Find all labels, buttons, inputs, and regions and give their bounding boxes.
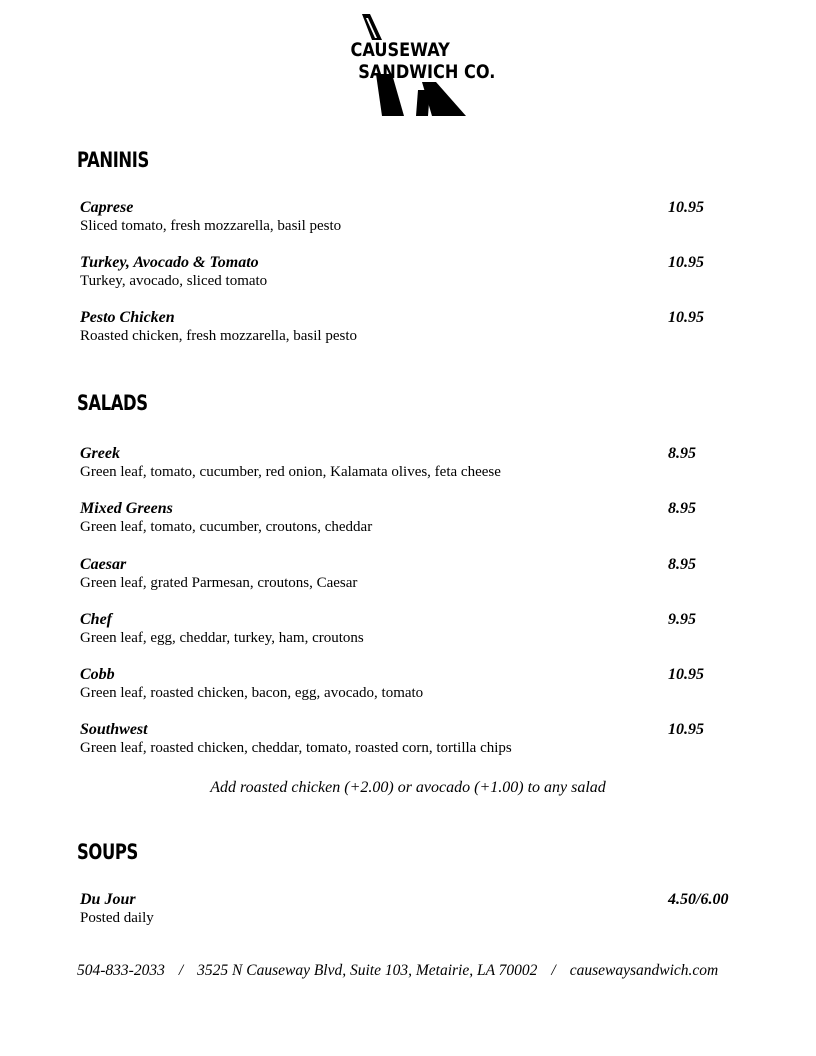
item-price: 8.95 <box>668 556 696 573</box>
item-description: Green leaf, roasted chicken, bacon, egg, avocado, tomato <box>80 685 424 701</box>
item-description: Green leaf, grated Parmesan, croutons, Caesar <box>80 575 358 591</box>
item-name: Du Jour <box>80 891 136 908</box>
footer-contact <box>77 962 718 980</box>
item-description: Roasted chicken, fresh mozzarella, basil pesto <box>80 328 357 344</box>
footer-separator: / <box>178 962 184 979</box>
item-price: 10.95 <box>668 721 704 738</box>
menu-item <box>80 721 760 758</box>
menu-item <box>80 556 760 593</box>
item-price: 4.50/6.00 <box>668 891 729 908</box>
footer-address: 3525 N Causeway Blvd, Suite 103, Metairie, LA 70002 <box>197 962 538 979</box>
footer-website[interactable]: causewaysandwich.com <box>569 962 719 979</box>
item-price: 8.95 <box>668 500 696 517</box>
item-price: 10.95 <box>668 254 704 271</box>
menu-item <box>80 611 760 648</box>
item-name: Greek <box>80 445 120 462</box>
item-description: Green leaf, tomato, cucumber, croutons, cheddar <box>80 519 373 535</box>
menu-item <box>80 445 760 482</box>
item-name: Southwest <box>80 721 148 738</box>
item-price: 9.95 <box>668 611 696 628</box>
section-title-paninis: PANINIS <box>77 148 149 172</box>
causeway-logo <box>348 12 496 118</box>
footer-phone: 504-833-2033 <box>77 962 165 979</box>
item-description: Green leaf, egg, cheddar, turkey, ham, croutons <box>80 630 364 646</box>
item-name: Mixed Greens <box>80 500 173 517</box>
item-name: Pesto Chicken <box>80 309 175 326</box>
item-name: Cobb <box>80 666 115 683</box>
menu-item <box>80 891 760 928</box>
menu-item <box>80 199 760 236</box>
item-price: 10.95 <box>668 199 704 216</box>
menu-item <box>80 254 760 291</box>
item-price: 10.95 <box>668 666 704 683</box>
section-title-soups: SOUPS <box>77 840 138 864</box>
item-description: Sliced tomato, fresh mozzarella, basil pesto <box>80 218 342 234</box>
item-description: Turkey, avocado, sliced tomato <box>80 273 268 289</box>
item-name: Caesar <box>80 556 127 573</box>
salad-addon-note: Add roasted chicken (+2.00) or avocado (+1.00) to any salad <box>210 779 606 796</box>
item-description: Green leaf, roasted chicken, cheddar, tomato, roasted corn, tortilla chips <box>80 740 512 756</box>
item-name: Turkey, Avocado & Tomato <box>80 254 259 271</box>
section-title-salads: SALADS <box>77 391 148 415</box>
item-price: 8.95 <box>668 445 696 462</box>
item-name: Chef <box>80 611 112 628</box>
item-name: Caprese <box>80 199 134 216</box>
item-price: 10.95 <box>668 309 704 326</box>
menu-item <box>80 309 760 346</box>
item-description: Posted daily <box>80 910 154 926</box>
menu-item <box>80 500 760 537</box>
logo-line2: SANDWICH CO. <box>358 61 496 84</box>
footer-separator: / <box>551 962 556 979</box>
logo-line1: CAUSEWAY <box>350 39 450 62</box>
menu-item <box>80 666 760 703</box>
causeway-road-logo-icon <box>348 12 496 118</box>
item-description: Green leaf, tomato, cucumber, red onion, Kalamata olives, feta cheese <box>80 464 501 480</box>
